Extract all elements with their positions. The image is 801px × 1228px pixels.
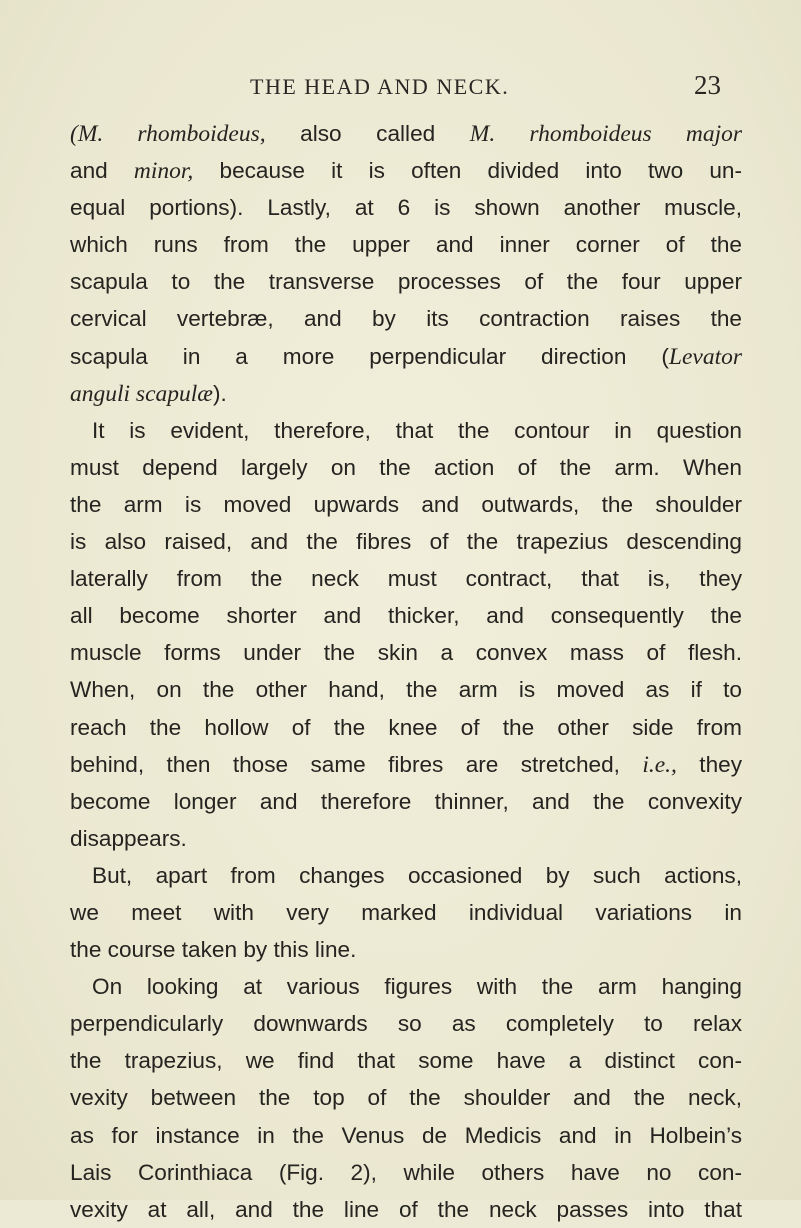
text-segment: we meet with very marked individual variations in xyxy=(70,899,742,925)
body-text xyxy=(70,115,742,1228)
text-segment: all become shorter and thicker, and consequently the xyxy=(70,603,742,629)
text-line xyxy=(70,189,742,226)
text-line xyxy=(70,560,742,597)
text-line xyxy=(70,263,742,300)
text-line xyxy=(70,1154,742,1191)
text-segment: vexity between the top of the shoulder and the neck, xyxy=(70,1085,742,1111)
text-line xyxy=(70,931,742,968)
text-segment: muscle forms under the skin a convex mass of flesh. xyxy=(70,640,742,666)
running-head xyxy=(70,70,735,106)
text-line xyxy=(70,968,742,1005)
page-number: 23 xyxy=(694,70,721,100)
text-line xyxy=(70,1042,742,1079)
text-segment: become longer and therefore thinner, and the convexity xyxy=(70,788,742,814)
text-segment: they xyxy=(676,751,742,777)
running-head-title: THE HEAD AND NECK. xyxy=(250,74,510,99)
text-line xyxy=(70,709,742,746)
text-line xyxy=(70,152,742,189)
text-line xyxy=(70,857,742,894)
text-line xyxy=(70,115,742,152)
italic-text: anguli scapulæ xyxy=(70,380,213,407)
italic-text: (M. rhomboideus, xyxy=(70,121,266,147)
text-segment: cervical vertebræ, and by its contraction raises the xyxy=(70,306,742,332)
text-line xyxy=(70,634,742,671)
text-line xyxy=(70,1117,742,1154)
text-line xyxy=(70,226,742,263)
text-line xyxy=(70,449,742,486)
text-line xyxy=(70,671,742,708)
text-segment: vexity at all, and the line of the neck passes into that xyxy=(70,1196,742,1222)
text-segment: When, on the other hand, the arm is moved as if to xyxy=(70,677,742,703)
text-segment: and xyxy=(70,158,134,184)
text-line xyxy=(70,746,742,783)
text-segment: On looking at various figures with the arm hanging xyxy=(92,974,742,1000)
text-line xyxy=(70,597,742,634)
text-segment: must depend largely on the action of the arm. When xyxy=(70,454,742,480)
text-segment: laterally from the neck must contract, that is, they xyxy=(70,566,742,592)
text-segment: which runs from the upper and inner corner of the xyxy=(70,232,742,258)
text-segment: as for instance in the Venus de Medicis and in Holbein’s xyxy=(70,1122,742,1148)
text-segment: behind, then those same fibres are stretched, xyxy=(70,751,643,777)
text-segment: the arm is moved upwards and outwards, the shoulder xyxy=(70,491,742,517)
text-line xyxy=(70,338,742,375)
italic-text: i.e., xyxy=(642,751,677,778)
text-line xyxy=(70,412,742,449)
text-line xyxy=(70,300,742,337)
text-segment: Lais Corinthiaca (Fig. 2), while others have no con- xyxy=(70,1159,742,1185)
text-segment: the course taken by this line. xyxy=(70,937,357,963)
text-line xyxy=(70,783,742,820)
text-segment: also called xyxy=(265,121,470,146)
text-line xyxy=(70,1191,742,1228)
text-segment: is also raised, and the fibres of the trapezius descending xyxy=(70,529,742,555)
text-line xyxy=(70,486,742,523)
text-line xyxy=(70,820,742,857)
text-segment: ). xyxy=(212,380,227,406)
text-segment: scapula in a more perpendicular direction ( xyxy=(70,343,669,369)
text-line xyxy=(70,1005,742,1042)
italic-text: minor, xyxy=(133,158,194,185)
text-segment: perpendicularly downwards so as completely to relax xyxy=(70,1011,742,1037)
text-segment: the trapezius, we find that some have a distinct con- xyxy=(70,1048,742,1074)
text-segment: disappears. xyxy=(70,825,187,851)
text-line xyxy=(70,1079,742,1116)
text-segment: It is evident, therefore, that the contour in question xyxy=(92,417,742,443)
text-line xyxy=(70,523,742,560)
text-line xyxy=(70,375,742,412)
text-segment: equal portions). Lastly, at 6 is shown another muscle, xyxy=(70,195,742,221)
italic-text: Levator xyxy=(668,343,742,370)
text-line xyxy=(70,894,742,931)
text-segment: reach the hollow of the knee of the other side from xyxy=(70,714,742,740)
text-segment: scapula to the transverse processes of the four upper xyxy=(70,269,742,295)
text-segment: But, apart from changes occasioned by such actions, xyxy=(92,862,742,888)
italic-text: M. rhomboideus major xyxy=(469,121,742,147)
text-segment: because it is often divided into two un- xyxy=(193,158,742,184)
